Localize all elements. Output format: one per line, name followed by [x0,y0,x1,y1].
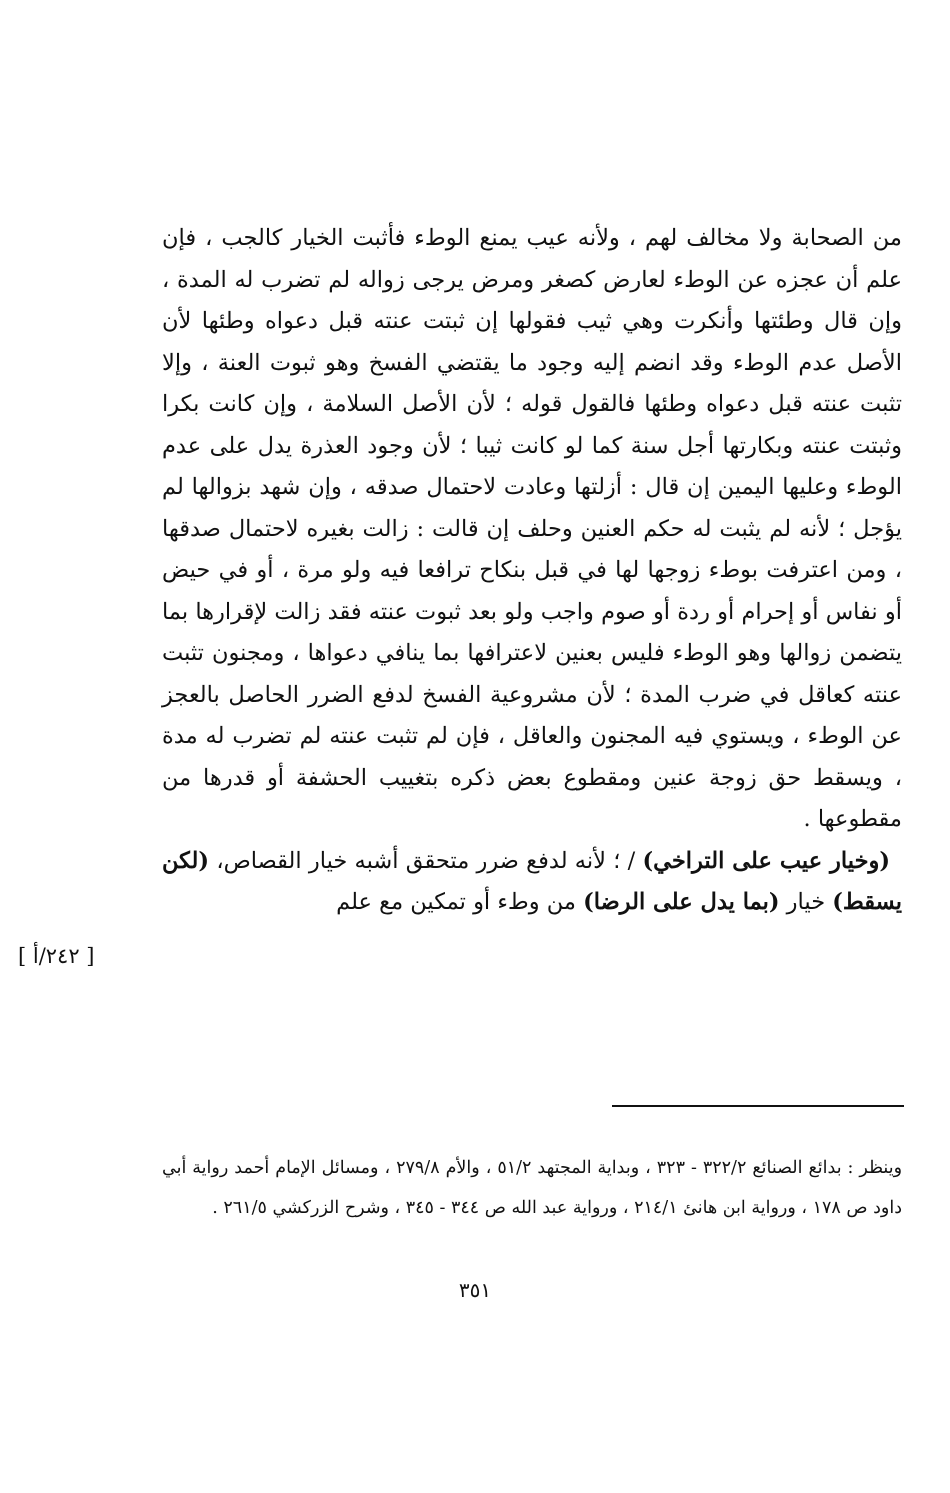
paragraph-2 [162,841,902,924]
manuscript-folio-marker: [ ٢٤٢/أ ] [18,944,95,968]
matn-phrase-3: (بما يدل على الرضا) [583,889,780,915]
footnote [162,1148,902,1228]
sharh-text-2: خيار [779,889,833,915]
matn-phrase-1: (وخيار عيب على التراخي) [642,847,890,874]
footnote-text: وينظر : بدائع الصنائع ٣٢٢/٢ - ٣٢٣ ، وبداية المجتهد ٥١/٢ ، والأم ٢٧٩/٨ ، ومسائل الإمام أحمد رواية أبي داود ص ١٧٨ ، ورواية ابن هانئ ٢١٤/١ ، ورواية عبد الله ص ٣٤٤ - ٣٤٥ ، وشرح الزركشي ٢٦١/٥ . [162,1158,903,1218]
sharh-text-3: من وطء أو تمكين مع علم [336,889,584,915]
page-number: ٣٥١ [458,1278,492,1302]
matn-phrase-2: (لكن يسقط) [162,847,902,915]
main-text [162,218,902,924]
sharh-text-1: / ؛ لأنه لدفع ضرر متحقق أشبه خيار القصاص، [209,847,643,874]
paragraph-1: من الصحابة ولا مخالف لهم ، ولأنه عيب يمنع الوطء فأثبت الخيار كالجب ، فإن علم أن عجزه عن الوطء لعارض كصغر ومرض يرجى زواله لم تضرب له المدة ، وإن قال وطئتها وأنكرت وهي ثيب فقولها إن ثبتت عنته قبل دعواه وطئها لأن الأصل عدم الوطء وقد انضم إليه وجود ما يقتضي الفسخ وهو ثبوت العنة ، وإلا تثبت عنته قبل دعواه وطئها فالقول قوله ؛ لأن الأصل السلامة ، وإن كانت بكرا وثبتت عنته وبكارتها أجل سنة كما لو كانت ثيبا ؛ لأن وجود العذرة يدل على عدم الوطء وعليها اليمين إن قال : أزلتها وعادت لاحتمال صدقه ، وإن شهد بزوالها لم يؤجل ؛ لأنه لم يثبت له حكم العنين وحلف إن قالت : زالت بغيره لاحتمال صدقها ، ومن اعترفت بوطء زوجها لها في قبل بنكاح ترافعا فيه ولو مرة ، أو في حيض أو نفاس أو إحرام أو ردة أو صوم واجب ولو بعد ثبوت عنته فقد زالت لإقرارها بما يتضمن زوالها وهو الوطء فليس بعنين لاعترافها بما ينافي دعواها ، ومجنون تثبت عنته كعاقل في ضرب المدة ؛ لأن مشروعية الفسخ لدفع الضرر الحاصل بالعجز عن الوطء ، ويستوي فيه المجنون والعاقل ، فإن لم تثبت عنته لم تضرب له مدة ، ويسقط حق زوجة عنين ومقطوع بعض ذكره بتغييب الحشفة أو قدرها من مقطوعها . [162,225,902,832]
footnote-separator [612,1105,904,1107]
